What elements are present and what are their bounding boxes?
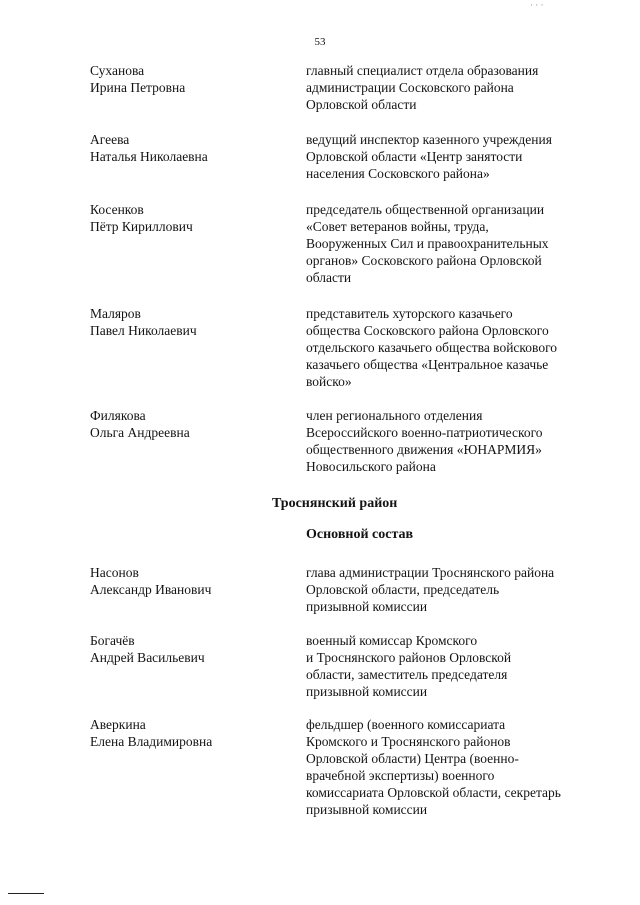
member-role [306, 201, 606, 286]
member-role [306, 305, 606, 390]
role-line: казачьего общества «Центральное казачье [306, 357, 549, 372]
role-line: Орловской области, председатель [306, 582, 500, 597]
member-name [90, 716, 290, 750]
member-role [306, 131, 606, 182]
page-number: 53 [314, 36, 326, 48]
corner-mark: · · · [530, 0, 544, 10]
member-surname: Суханова [90, 63, 145, 78]
role-line: войско» [306, 374, 352, 389]
role-line: «Совет ветеранов войны, труда, [306, 219, 489, 234]
role-line: Орловской области) Центра (военно- [306, 751, 519, 766]
member-name [90, 62, 290, 96]
member-role [306, 632, 606, 700]
role-line: населения Сосковского района» [306, 166, 490, 181]
member-name [90, 564, 290, 598]
member-name [90, 632, 290, 666]
member-given-names: Ольга Андреевна [90, 425, 190, 440]
member-surname: Маляров [90, 306, 141, 321]
member-surname: Насонов [90, 565, 139, 580]
member-surname: Агеева [90, 132, 130, 147]
role-line: Новосильского района [306, 459, 436, 474]
member-role [306, 564, 606, 615]
member-given-names: Елена Владимировна [90, 734, 213, 749]
role-line: Вооруженных Сил и правоохранительных [306, 236, 549, 251]
member-given-names: Андрей Васильевич [90, 650, 205, 665]
role-line: Орловской области «Центр занятости [306, 149, 523, 164]
role-line: общественного движения «ЮНАРМИЯ» [306, 442, 542, 457]
member-role [306, 62, 606, 113]
role-line: общества Сосковского района Орловского [306, 323, 549, 338]
role-line: области, заместитель председателя [306, 667, 508, 682]
role-line: призывной комиссии [306, 684, 428, 699]
member-surname: Филякова [90, 408, 146, 423]
role-line: врачебной экспертизы) военного [306, 768, 495, 783]
member-given-names: Ирина Петровна [90, 80, 186, 95]
role-line: призывной комиссии [306, 599, 428, 614]
member-given-names: Павел Николаевич [90, 323, 197, 338]
role-line: Кромского и Троснянского районов [306, 734, 511, 749]
member-given-names: Пётр Кириллович [90, 219, 193, 234]
member-name [90, 201, 290, 235]
role-line: призывной комиссии [306, 802, 428, 817]
member-given-names: Александр Иванович [90, 582, 212, 597]
role-line: глава администрации Троснянского района [306, 565, 555, 580]
role-line: отдельского казачьего общества войскового [306, 340, 558, 355]
role-line: военный комиссар Кромского [306, 633, 478, 648]
role-line: администрации Сосковского района [306, 80, 514, 95]
member-name [90, 305, 290, 339]
role-line: комиссариата Орловской области, секретарь [306, 785, 561, 800]
role-line: председатель общественной организации [306, 202, 545, 217]
member-surname: Косенков [90, 202, 144, 217]
footer-rule [8, 893, 44, 894]
role-line: Всероссийского военно-патриотического [306, 425, 543, 440]
role-line: органов» Сосковского района Орловской [306, 253, 542, 268]
member-role [306, 407, 606, 475]
role-line: главный специалист отдела образования [306, 63, 539, 78]
role-line: ведущий инспектор казенного учреждения [306, 132, 552, 147]
member-name [90, 407, 290, 441]
member-surname: Богачёв [90, 633, 135, 648]
role-line: и Троснянского районов Орловской [306, 650, 512, 665]
role-line: фельдшер (военного комиссариата [306, 717, 506, 732]
section-heading: Основной состав [306, 527, 414, 542]
member-name [90, 131, 290, 165]
district-heading: Троснянский район [272, 496, 398, 511]
role-line: представитель хуторского казачьего [306, 306, 513, 321]
role-line: области [306, 270, 352, 285]
role-line: член регионального отделения [306, 408, 483, 423]
member-surname: Аверкина [90, 717, 146, 732]
role-line: Орловской области [306, 97, 417, 112]
member-role [306, 716, 606, 818]
member-given-names: Наталья Николаевна [90, 149, 208, 164]
